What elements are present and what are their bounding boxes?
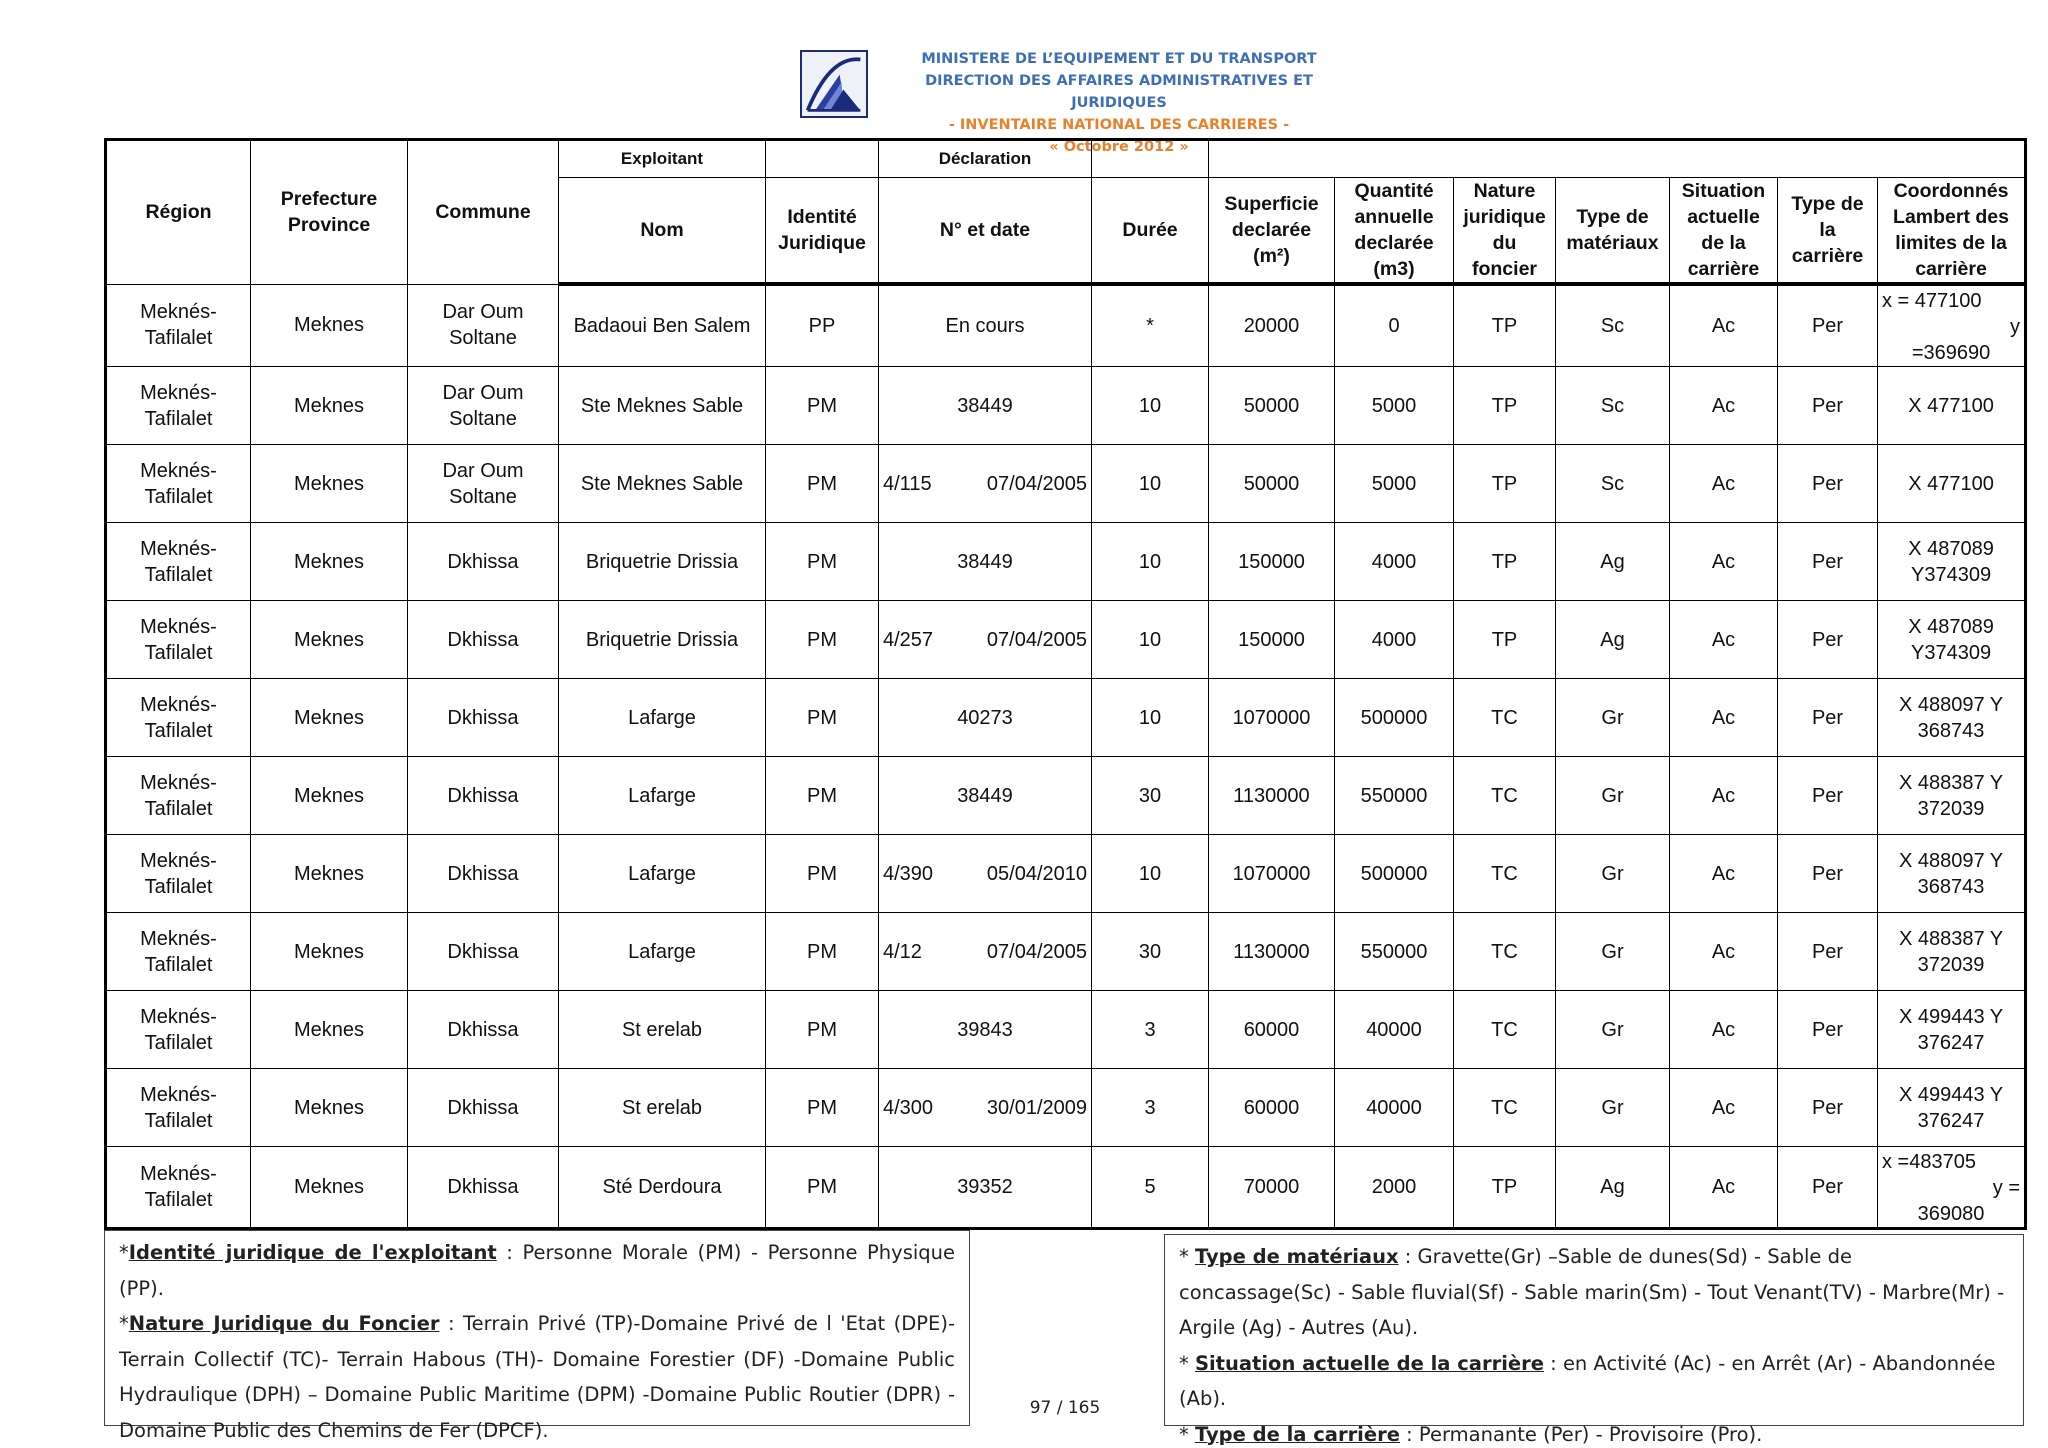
cell-commune: Dkhissa xyxy=(408,1147,559,1229)
cell-materiaux: Sc xyxy=(1556,367,1670,445)
cell-numero-date: 39843 xyxy=(879,991,1092,1069)
cell-type-carriere: Per xyxy=(1778,445,1878,523)
table-row xyxy=(106,991,2026,1069)
cell-type-carriere: Per xyxy=(1778,367,1878,445)
cell-numero-date xyxy=(879,1069,1092,1147)
cell-situation: Ac xyxy=(1670,601,1778,679)
legend-situation: * Situation actuelle de la carrière : en Activité (Ac) - en Arrêt (Ar) - Abandonnée (Ab). xyxy=(1179,1351,1996,1410)
cell-superficie: 1130000 xyxy=(1209,913,1335,991)
cell-quantite: 550000 xyxy=(1335,913,1454,991)
cell-nature: TC xyxy=(1454,757,1556,835)
cell-quantite: 500000 xyxy=(1335,835,1454,913)
cell-superficie: 50000 xyxy=(1209,445,1335,523)
cell-type-carriere: Per xyxy=(1778,1147,1878,1229)
cell-materiaux: Gr xyxy=(1556,679,1670,757)
legend-identite-text: Personne Morale (PM) - Personne Physique (PP). xyxy=(119,1241,956,1300)
cell-commune: Dkhissa xyxy=(408,991,559,1069)
cell-materiaux: Gr xyxy=(1556,991,1670,1069)
cell-numero-date xyxy=(879,601,1092,679)
cell-commune: Dkhissa xyxy=(408,835,559,913)
cell-numero: 4/12 xyxy=(883,940,922,963)
group-header-blank-2 xyxy=(1092,140,1209,178)
cell-situation: Ac xyxy=(1670,913,1778,991)
legend-type: * Type de la carrière : Permanante (Per) - Provisoire (Pro). xyxy=(1179,1422,1763,1446)
cell-coordonnees: X 477100 xyxy=(1878,367,2026,445)
cell-numero-date xyxy=(879,445,1092,523)
cell-province: Meknes xyxy=(251,1147,408,1229)
cell-commune: Dkhissa xyxy=(408,523,559,601)
table-row xyxy=(106,679,2026,757)
cell-coordonnees: X 477100 xyxy=(1878,445,2026,523)
legend-materiaux-title: Type de matériaux xyxy=(1194,1245,1399,1268)
cell-region: Meknés-Tafilalet xyxy=(106,835,251,913)
cell-quantite: 4000 xyxy=(1335,523,1454,601)
group-header-declaration: Déclaration xyxy=(879,140,1092,178)
cell-province: Meknes xyxy=(251,601,408,679)
cell-commune: Dar Oum Soltane xyxy=(408,445,559,523)
table-row xyxy=(106,367,2026,445)
cell-nature: TC xyxy=(1454,1069,1556,1147)
cell-nom: St erelab xyxy=(559,991,766,1069)
cell-region: Meknés-Tafilalet xyxy=(106,1147,251,1229)
cell-quantite: 40000 xyxy=(1335,1069,1454,1147)
col-header-type-materiaux: Type de matériaux xyxy=(1556,178,1670,285)
cell-identite: PM xyxy=(766,523,879,601)
cell-nom: Lafarge xyxy=(559,913,766,991)
col-header-nom: Nom xyxy=(559,178,766,285)
cell-province: Meknes xyxy=(251,284,408,367)
cell-type-carriere: Per xyxy=(1778,757,1878,835)
cell-region: Meknés-Tafilalet xyxy=(106,1069,251,1147)
coord-y-label: y = xyxy=(1992,1177,2021,1199)
cell-duree: 10 xyxy=(1092,835,1209,913)
cell-quantite: 5000 xyxy=(1335,367,1454,445)
coord-x: x =483705 xyxy=(1882,1151,1976,1173)
col-header-commune: Commune xyxy=(408,140,559,285)
legend-nature-text: Terrain Privé (TP)-Domaine Privé de l 'Etat (DPE)- Terrain Collectif (TC)- Terrain Habous (TH)- Domaine Forestier (DF) -Domaine Public Hydraulique (DPH) – Domaine Public Maritime (DPM) -Domaine Public Routier (DPR) - Domaine Public des Chemins de Fer (DPCF). xyxy=(119,1312,956,1442)
cell-nature: TP xyxy=(1454,601,1556,679)
cell-numero-date: 38449 xyxy=(879,757,1092,835)
cell-superficie: 20000 xyxy=(1209,284,1335,367)
cell-coordonnees: X 488387 Y 372039 xyxy=(1878,757,2026,835)
cell-region: Meknés-Tafilalet xyxy=(106,913,251,991)
cell-nom: Lafarge xyxy=(559,835,766,913)
cell-region: Meknés-Tafilalet xyxy=(106,445,251,523)
table-row xyxy=(106,1147,2026,1229)
cell-identite: PM xyxy=(766,757,879,835)
cell-type-carriere: Per xyxy=(1778,1069,1878,1147)
cell-coordonnees: X 488387 Y 372039 xyxy=(1878,913,2026,991)
cell-identite: PM xyxy=(766,913,879,991)
col-header-type-carriere: Type de la carrière xyxy=(1778,178,1878,285)
cell-type-carriere: Per xyxy=(1778,991,1878,1069)
legend-identite-title: Identité juridique de l'exploitant xyxy=(128,1241,497,1264)
col-header-superficie: Superficie declarée (m²) xyxy=(1209,178,1335,285)
cell-commune: Dkhissa xyxy=(408,601,559,679)
cell-superficie: 60000 xyxy=(1209,991,1335,1069)
cell-situation: Ac xyxy=(1670,757,1778,835)
cell-quantite: 500000 xyxy=(1335,679,1454,757)
legend-nature-title: Nature Juridique du Foncier xyxy=(128,1312,440,1335)
quarry-inventory-table xyxy=(104,138,2027,1230)
cell-province: Meknes xyxy=(251,445,408,523)
cell-situation: Ac xyxy=(1670,1069,1778,1147)
cell-materiaux: Ag xyxy=(1556,523,1670,601)
cell-province: Meknes xyxy=(251,913,408,991)
cell-commune: Dkhissa xyxy=(408,757,559,835)
cell-superficie: 1070000 xyxy=(1209,835,1335,913)
cell-nom: Lafarge xyxy=(559,679,766,757)
cell-nom: Badaoui Ben Salem xyxy=(559,284,766,367)
coord-y-value: 369080 xyxy=(1917,1203,1985,1225)
group-header-blank-3 xyxy=(1209,140,2026,178)
cell-identite: PM xyxy=(766,679,879,757)
cell-superficie: 70000 xyxy=(1209,1147,1335,1229)
cell-superficie: 60000 xyxy=(1209,1069,1335,1147)
document-header xyxy=(800,48,1360,155)
col-header-quantite: Quantité annuelle declarée (m3) xyxy=(1335,178,1454,285)
cell-nom: Ste Meknes Sable xyxy=(559,367,766,445)
cell-province: Meknes xyxy=(251,757,408,835)
cell-province: Meknes xyxy=(251,523,408,601)
cell-situation: Ac xyxy=(1670,679,1778,757)
cell-numero-date: 40273 xyxy=(879,679,1092,757)
cell-situation: Ac xyxy=(1670,367,1778,445)
ministry-name: MINISTERE DE L’EQUIPEMENT ET DU TRANSPORT xyxy=(921,51,1317,67)
cell-duree: 30 xyxy=(1092,757,1209,835)
cell-numero-date xyxy=(879,913,1092,991)
cell-identite: PM xyxy=(766,1147,879,1229)
legend-situation-title: Situation actuelle de la carrière xyxy=(1194,1351,1544,1375)
cell-coordonnees xyxy=(1878,284,2026,367)
col-header-coordonnees: Coordonnés Lambert des limites de la carrière xyxy=(1878,178,2026,285)
cell-nature: TP xyxy=(1454,1147,1556,1229)
cell-materiaux: Gr xyxy=(1556,757,1670,835)
group-header-exploitant: Exploitant xyxy=(559,140,766,178)
cell-quantite: 40000 xyxy=(1335,991,1454,1069)
cell-numero-date: 38449 xyxy=(879,367,1092,445)
cell-materiaux: Gr xyxy=(1556,913,1670,991)
document-title: - INVENTAIRE NATIONAL DES CARRIERES - xyxy=(948,117,1290,133)
col-header-numero-date: N° et date xyxy=(879,178,1092,285)
cell-quantite: 550000 xyxy=(1335,757,1454,835)
cell-coordonnees: X 488097 Y 368743 xyxy=(1878,835,2026,913)
legend-identite: *Identité juridique de l'exploitant : Personne Morale (PM) - Personne Physique (PP). xyxy=(119,1241,956,1300)
cell-numero-date: 38449 xyxy=(879,523,1092,601)
cell-duree: 5 xyxy=(1092,1147,1209,1229)
cell-province: Meknes xyxy=(251,835,408,913)
cell-materiaux: Ag xyxy=(1556,1147,1670,1229)
cell-numero: 4/300 xyxy=(883,1096,934,1119)
legend-type-title: Type de la carrière xyxy=(1194,1422,1400,1446)
cell-quantite: 4000 xyxy=(1335,601,1454,679)
cell-type-carriere: Per xyxy=(1778,679,1878,757)
cell-nom: St erelab xyxy=(559,1069,766,1147)
cell-date: 07/04/2005 xyxy=(986,472,1087,495)
cell-materiaux: Sc xyxy=(1556,445,1670,523)
cell-nom: Sté Derdoura xyxy=(559,1147,766,1229)
cell-identite: PM xyxy=(766,445,879,523)
cell-numero: 4/390 xyxy=(883,862,934,885)
cell-type-carriere: Per xyxy=(1778,284,1878,367)
ministry-logo-icon xyxy=(800,50,868,118)
cell-situation: Ac xyxy=(1670,835,1778,913)
cell-nature: TC xyxy=(1454,913,1556,991)
cell-type-carriere: Per xyxy=(1778,835,1878,913)
coord-y-value: =369690 xyxy=(1911,342,1991,364)
cell-duree: 10 xyxy=(1092,679,1209,757)
col-header-duree: Durée xyxy=(1092,178,1209,285)
cell-duree: 3 xyxy=(1092,991,1209,1069)
cell-date: 30/01/2009 xyxy=(986,1096,1087,1119)
coord-y-label: y xyxy=(2010,316,2021,338)
cell-duree: 30 xyxy=(1092,913,1209,991)
cell-duree: 3 xyxy=(1092,1069,1209,1147)
cell-quantite: 5000 xyxy=(1335,445,1454,523)
cell-nom: Lafarge xyxy=(559,757,766,835)
cell-coordonnees: X 499443 Y 376247 xyxy=(1878,991,2026,1069)
legend-juridique xyxy=(104,1230,970,1442)
cell-numero: 4/257 xyxy=(883,628,934,651)
cell-type-carriere: Per xyxy=(1778,913,1878,991)
cell-materiaux: Ag xyxy=(1556,601,1670,679)
cell-province: Meknes xyxy=(251,367,408,445)
cell-coordonnees: X 499443 Y 376247 xyxy=(1878,1069,2026,1147)
cell-coordonnees: X 488097 Y 368743 xyxy=(1878,679,2026,757)
cell-identite: PM xyxy=(766,367,879,445)
cell-province: Meknes xyxy=(251,991,408,1069)
table-row xyxy=(106,284,2026,367)
legend-situation-text: en Activité (Ac) - en Arrêt (Ar) - Abandonnée (Ab). xyxy=(1179,1351,1996,1410)
cell-nom: Briquetrie Drissia xyxy=(559,601,766,679)
cell-quantite: 0 xyxy=(1335,284,1454,367)
cell-superficie: 1070000 xyxy=(1209,679,1335,757)
cell-type-carriere: Per xyxy=(1778,601,1878,679)
col-header-region: Région xyxy=(106,140,251,285)
table-row xyxy=(106,1069,2026,1147)
cell-commune: Dkhissa xyxy=(408,913,559,991)
legend-type-text: Permanante (Per) - Provisoire (Pro). xyxy=(1418,1422,1763,1446)
col-header-nature: Nature juridique du foncier xyxy=(1454,178,1556,285)
legend-nature: *Nature Juridique du Foncier : Terrain Privé (TP)-Domaine Privé de l 'Etat (DPE)- Terrain Collectif (TC)- Terrain Habous (TH)- Domaine Forestier (DF) -Domaine Public Hydraulique (DPH) – Domaine Public Maritime (DPM) -Domaine Public Routier (DPR) - Domaine Public des Chemins de Fer (DPCF). xyxy=(119,1312,956,1442)
table-row xyxy=(106,445,2026,523)
cell-duree: 10 xyxy=(1092,601,1209,679)
cell-region: Meknés-Tafilalet xyxy=(106,284,251,367)
coord-x: x = 477100 xyxy=(1882,290,1982,312)
cell-superficie: 150000 xyxy=(1209,523,1335,601)
cell-region: Meknés-Tafilalet xyxy=(106,679,251,757)
legend-carriere xyxy=(1164,1234,2024,1446)
table-row xyxy=(106,601,2026,679)
cell-nature: TP xyxy=(1454,445,1556,523)
legend-materiaux-text: Gravette(Gr) –Sable de dunes(Sd) - Sable de concassage(Sc) - Sable fluvial(Sf) - Sable marin(Sm) - Tout Venant(TV) - Marbre(Mr) - Argile (Ag) - Autres (Au). xyxy=(1179,1245,2005,1339)
col-header-prefecture: Prefecture Province xyxy=(251,140,408,285)
cell-date: 07/04/2005 xyxy=(986,940,1087,963)
cell-materiaux: Gr xyxy=(1556,1069,1670,1147)
table-row xyxy=(106,523,2026,601)
cell-numero-date xyxy=(879,835,1092,913)
cell-numero-date: En cours xyxy=(879,284,1092,367)
cell-identite: PM xyxy=(766,835,879,913)
cell-region: Meknés-Tafilalet xyxy=(106,757,251,835)
cell-region: Meknés-Tafilalet xyxy=(106,601,251,679)
cell-nom: Briquetrie Drissia xyxy=(559,523,766,601)
cell-coordonnees: X 487089 Y374309 xyxy=(1878,523,2026,601)
page-number: 97 / 165 xyxy=(1029,1398,1101,1418)
cell-identite: PM xyxy=(766,601,879,679)
cell-region: Meknés-Tafilalet xyxy=(106,367,251,445)
cell-situation: Ac xyxy=(1670,991,1778,1069)
cell-numero: 4/115 xyxy=(883,472,932,495)
cell-nom: Ste Meknes Sable xyxy=(559,445,766,523)
cell-type-carriere: Per xyxy=(1778,523,1878,601)
cell-nature: TC xyxy=(1454,991,1556,1069)
table-row xyxy=(106,913,2026,991)
direction-name: DIRECTION DES AFFAIRES ADMINISTRATIVES ET JURIDIQUES xyxy=(925,73,1313,111)
table-row xyxy=(106,835,2026,913)
cell-situation: Ac xyxy=(1670,1147,1778,1229)
cell-identite: PM xyxy=(766,991,879,1069)
cell-commune: Dar Oum Soltane xyxy=(408,284,559,367)
cell-materiaux: Sc xyxy=(1556,284,1670,367)
document-date: « Octobre 2012 » xyxy=(1049,139,1189,155)
cell-commune: Dkhissa xyxy=(408,1069,559,1147)
cell-superficie: 150000 xyxy=(1209,601,1335,679)
cell-duree: 10 xyxy=(1092,523,1209,601)
cell-duree: 10 xyxy=(1092,445,1209,523)
cell-superficie: 50000 xyxy=(1209,367,1335,445)
group-header-blank-1 xyxy=(766,140,879,178)
cell-nature: TP xyxy=(1454,367,1556,445)
cell-date: 05/04/2010 xyxy=(986,862,1087,885)
cell-nature: TC xyxy=(1454,679,1556,757)
cell-materiaux: Gr xyxy=(1556,835,1670,913)
cell-coordonnees: X 487089 Y374309 xyxy=(1878,601,2026,679)
cell-province: Meknes xyxy=(251,1069,408,1147)
legend-materiaux: * Type de matériaux : Gravette(Gr) –Sable de dunes(Sd) - Sable de concassage(Sc) - Sable fluvial(Sf) - Sable marin(Sm) - Tout Venant(TV) - Marbre(Mr) - Argile (Ag) - Autres (Au). xyxy=(1179,1245,2005,1339)
cell-province: Meknes xyxy=(251,679,408,757)
cell-nature: TC xyxy=(1454,835,1556,913)
cell-situation: Ac xyxy=(1670,284,1778,367)
cell-region: Meknés-Tafilalet xyxy=(106,523,251,601)
cell-numero-date: 39352 xyxy=(879,1147,1092,1229)
cell-situation: Ac xyxy=(1670,445,1778,523)
cell-date: 07/04/2005 xyxy=(986,628,1087,651)
cell-commune: Dkhissa xyxy=(408,679,559,757)
cell-duree: * xyxy=(1092,284,1209,367)
table-row xyxy=(106,757,2026,835)
cell-quantite: 2000 xyxy=(1335,1147,1454,1229)
cell-superficie: 1130000 xyxy=(1209,757,1335,835)
cell-identite: PP xyxy=(766,284,879,367)
cell-commune: Dar Oum Soltane xyxy=(408,367,559,445)
cell-nature: TP xyxy=(1454,284,1556,367)
cell-region: Meknés-Tafilalet xyxy=(106,991,251,1069)
col-header-situation: Situation actuelle de la carrière xyxy=(1670,178,1778,285)
cell-nature: TP xyxy=(1454,523,1556,601)
cell-coordonnees xyxy=(1878,1147,2026,1229)
cell-situation: Ac xyxy=(1670,523,1778,601)
cell-duree: 10 xyxy=(1092,367,1209,445)
cell-identite: PM xyxy=(766,1069,879,1147)
col-header-identite: Identité Juridique xyxy=(766,178,879,285)
